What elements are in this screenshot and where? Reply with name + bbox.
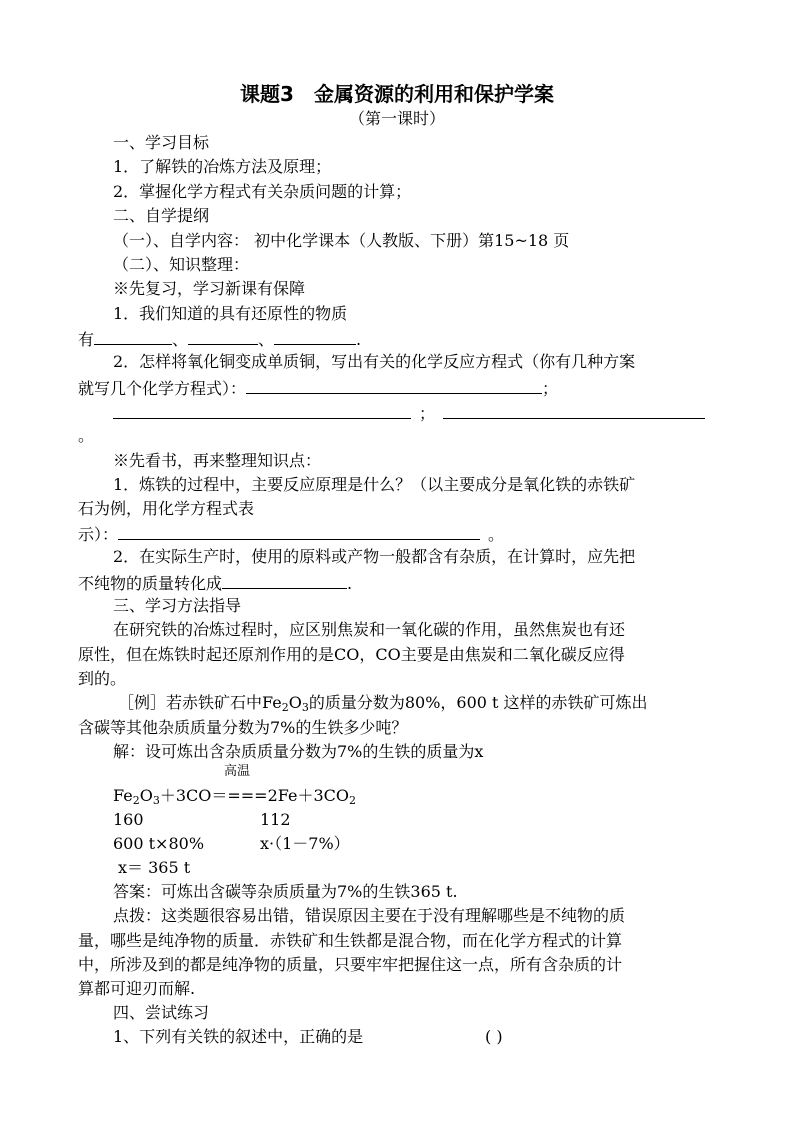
objective-2: 2．掌握化学方程式有关杂质问题的计算；	[113, 182, 412, 201]
semicolon: ；	[419, 404, 436, 423]
knowledge-1-line-3	[78, 523, 504, 545]
knowledge-2-line-1: 2．在实际生产时，使用的原料或产物一般都含有杂质，在计算时，应先把	[113, 547, 636, 566]
page-title: 课题3 金属资源的利用和保护学案	[240, 82, 554, 106]
answer-blank[interactable]	[274, 328, 356, 345]
reaction-condition: 高温	[224, 764, 251, 779]
question-1-text: 1．我们知道的具有还原性的物质	[113, 304, 348, 323]
practice-question-1: 1、下列有关铁的叙述中，正确的是	[113, 1027, 364, 1046]
section-4-heading: 四、尝试练习	[113, 1003, 210, 1022]
chemical-equation	[113, 786, 356, 806]
subscript: 3	[301, 701, 309, 714]
molar-mass-1: 160	[113, 810, 144, 829]
period: .	[356, 330, 362, 349]
section-3-heading: 三、学习方法指导	[113, 596, 242, 615]
example-text: O	[288, 693, 302, 712]
subscript: 2	[281, 701, 289, 714]
question-2-line-2	[78, 377, 558, 399]
answer: 答案：可炼出含碳等杂质质量为7%的生铁365 t.	[113, 882, 458, 901]
semicolon: ；	[542, 379, 559, 398]
question-1-blanks-line	[78, 328, 361, 350]
method-paragraph-line-2: 原性，但在炼铁时起还原剂作用的是CO，CO主要是由焦炭和二氧化碳反应得	[78, 645, 625, 664]
section-1-heading: 一、学习目标	[113, 133, 210, 152]
knowledge-organize: （二）、知识整理：	[113, 255, 250, 274]
subscript: 2	[132, 794, 140, 807]
answer-blank[interactable]	[94, 328, 172, 345]
section-2-heading: 二、自学提纲	[113, 206, 210, 225]
answer-blank[interactable]	[443, 402, 705, 419]
page-subtitle: （第一课时）	[348, 109, 445, 128]
separator: 、	[172, 330, 189, 349]
period: .	[347, 574, 353, 593]
tip-line-1: 点拨：这类题很容易出错，错误原因主要在于没有理解哪些是不纯物的质	[113, 906, 626, 925]
question-2-period: 。	[78, 426, 95, 445]
tip-line-4: 算都可迎刃而解.	[78, 979, 196, 998]
example-tag: ［例］	[118, 693, 167, 712]
question-2-line-1: 2．怎样将氧化铜变成单质铜，写出有关的化学反应方程式（你有几种方案	[113, 352, 636, 371]
period: 。	[488, 525, 505, 544]
known-mass: 600 t×80%	[113, 834, 205, 853]
self-study-content: （一）、自学内容： 初中化学课本（人教版、下册）第15~18 页	[113, 231, 570, 250]
review-note: ※先复习，学习新课有保障	[113, 279, 306, 298]
subscript: 2	[349, 794, 357, 807]
solution-setup: 解：设可炼出含杂质质量分数为7%的生铁的质量为x	[113, 742, 484, 761]
answer-blank[interactable]	[222, 572, 347, 589]
equation-text: O	[139, 786, 153, 805]
unknown-mass: x·（1－7%）	[260, 834, 350, 853]
example-text: 若赤铁矿石中Fe	[166, 693, 282, 712]
equation-text: ＋3CO＝===2Fe＋3CO	[159, 786, 350, 805]
answer-blank[interactable]	[188, 328, 258, 345]
method-paragraph-line-1: 在研究铁的冶炼过程时，应区别焦炭和一氧化碳的作用，虽然焦炭也有还	[113, 620, 626, 639]
question-2-prefix: 就写几个化学方程式）：	[78, 379, 247, 398]
knowledge-2-prefix: 不纯物的质量转化成	[78, 574, 223, 593]
answer-blank[interactable]	[113, 402, 411, 419]
knowledge-1-prefix: 示）：	[78, 525, 119, 544]
tip-line-3: 中，所涉及到的都是纯净物的质量，只要牢牢把握住这一点，所有含杂质的计	[78, 955, 623, 974]
example-text: 的质量分数为80%，600 t 这样的赤铁矿可炼出	[308, 693, 648, 712]
knowledge-1-line-2: 石为例，用化学方程式表	[78, 499, 255, 518]
answer-bracket[interactable]: ( )	[485, 1027, 503, 1046]
molar-mass-2: 112	[260, 810, 291, 829]
answer-blank[interactable]	[246, 377, 542, 394]
result: x＝ 365 t	[118, 858, 191, 877]
separator: 、	[258, 330, 275, 349]
method-paragraph-line-3: 到的。	[78, 669, 127, 688]
example-line-1	[118, 693, 648, 713]
answer-blank[interactable]	[118, 523, 480, 540]
knowledge-2-line-2	[78, 572, 352, 594]
subscript: 3	[152, 794, 160, 807]
example-line-2: 含碳等其他杂质质量分数为7%的生铁多少吨？	[78, 718, 408, 737]
question-2-line-3	[113, 402, 705, 424]
read-note: ※先看书，再来整理知识点：	[113, 451, 322, 470]
question-1-prefix: 有	[78, 330, 95, 349]
tip-line-2: 量，哪些是纯净物的质量．赤铁矿和生铁都是混合物，而在化学方程式的计算	[78, 931, 623, 950]
knowledge-1-line-1: 1．炼铁的过程中，主要反应原理是什么？（以主要成分是氧化铁的赤铁矿	[113, 475, 636, 494]
equation-text: Fe	[113, 786, 133, 805]
objective-1: 1．了解铁的冶炼方法及原理；	[113, 157, 332, 176]
